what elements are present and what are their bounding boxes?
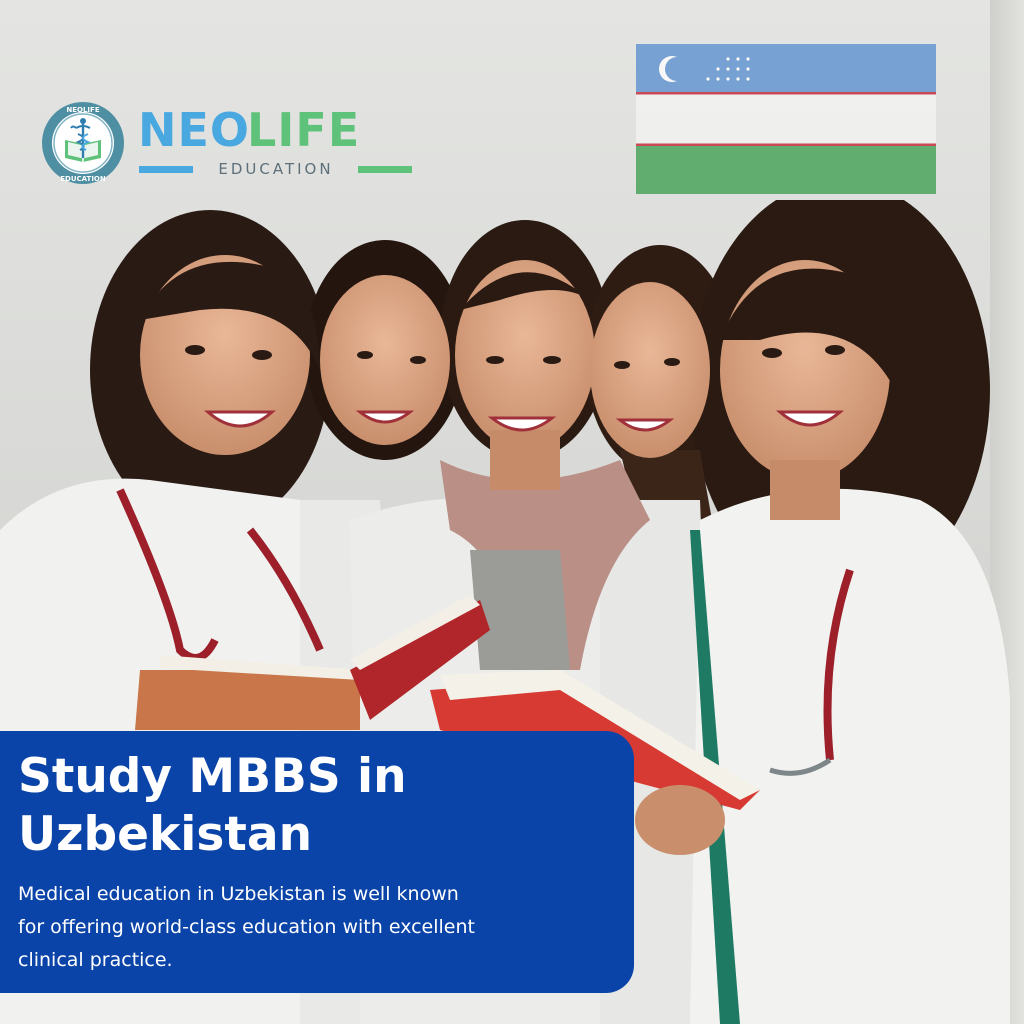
logo-underline-right xyxy=(358,166,412,173)
svg-text:NEOLIFE: NEOLIFE xyxy=(66,106,100,114)
svg-text:EDUCATION: EDUCATION xyxy=(60,175,106,183)
uzbekistan-flag-icon xyxy=(636,44,936,194)
brand-name-life: LIFE xyxy=(247,103,361,157)
brand-name-neo: NEO xyxy=(138,103,251,157)
logo-underline-left xyxy=(139,166,193,173)
brand-subtitle: EDUCATION xyxy=(218,160,334,178)
logo-seal-icon xyxy=(40,100,126,186)
headline: Study MBBS in Uzbekistan xyxy=(18,749,407,862)
banner-description: Medical education in Uzbekistan is well known for offering world-class education with excellent clinical practice. xyxy=(18,883,475,971)
brand-logo xyxy=(40,100,420,192)
